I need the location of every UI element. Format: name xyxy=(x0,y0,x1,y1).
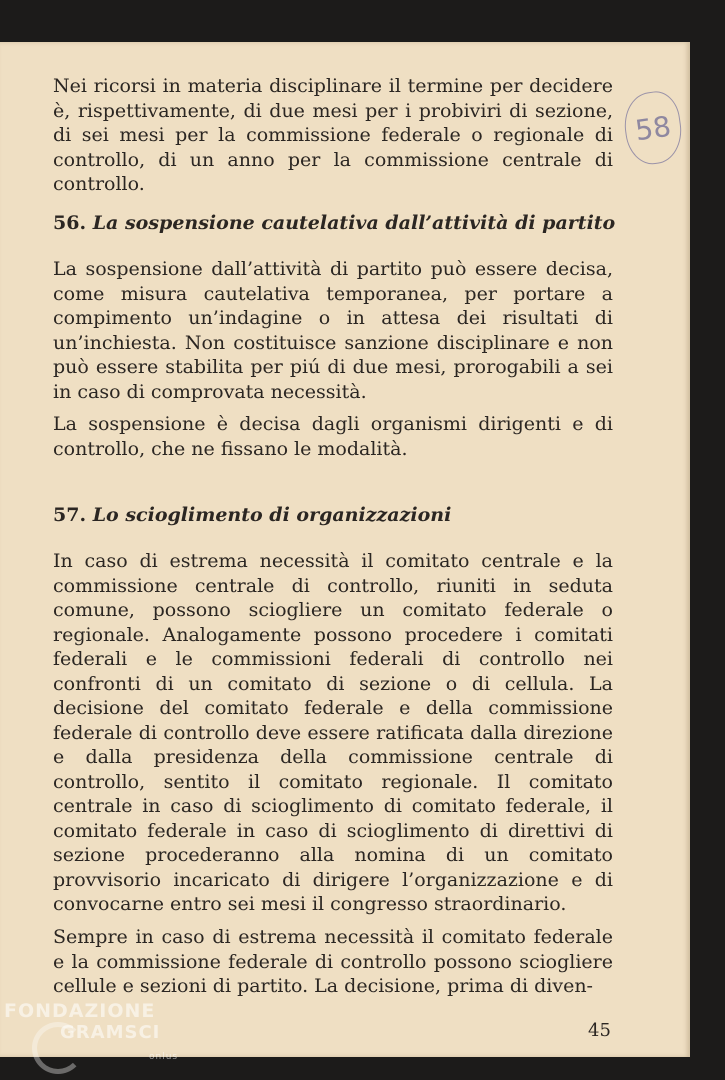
section-57-title: Lo scioglimento di organizzazioni xyxy=(92,504,452,526)
section-57-heading xyxy=(53,504,451,526)
watermark-line-1: FONDAZIONE xyxy=(4,1000,156,1022)
intro-paragraph: Nei ricorsi in materia disciplinare il termine per decidere è, rispettivamente, di due mesi per i probiviri di sezione, di sei mesi per la commissione federale o regionale di controllo, di un anno per la commissione centrale di controllo. xyxy=(53,75,613,195)
section-56-paragraph-2: La sospensione è decisa dagli organismi dirigenti e di controllo, che ne fissano le modalità. xyxy=(53,413,613,460)
section-56-number: 56. xyxy=(53,212,87,234)
fondazione-gramsci-watermark xyxy=(4,1000,179,1062)
section-56-heading xyxy=(53,212,615,234)
page-number: 45 xyxy=(588,1020,611,1041)
book-page xyxy=(0,42,690,1057)
annotation-text: 58 xyxy=(633,109,673,147)
handwritten-page-annotation xyxy=(620,88,685,167)
section-57-paragraph-2: Sempre in caso di estrema necessità il comitato federale e la commissione federale di controllo possono sciogliere cellule e sezioni di partito. La decisione, prima di diven- xyxy=(53,926,613,997)
section-57-paragraph-1: In caso di estrema necessità il comitato centrale e la commissione centrale di controllo, riuniti in seduta comune, possono sciogliere un comitato federale o regionale. Analogamente possono procedere i comitati federali e le commissioni federali di controllo nei confronti di un comitato di sezione o di cellula. La decisione del comitato federale e della commissione federale di controllo deve essere ratificata dalla direzione e dalla presidenza della commissione centrale di controllo, sentito il comitato regionale. Il comitato centrale in caso di scioglimento di comitato federale, il comitato federale in caso di scioglimento di direttivi di sezione procederanno alla nomina di un comitato provvisorio incaricato di dirigere l’organizzazione e di convocarne entro sei mesi il congresso straordinario. xyxy=(53,550,613,915)
section-57-number: 57. xyxy=(53,504,87,526)
section-56-title: La sospensione cautelativa dall’attività di partito xyxy=(92,212,616,234)
watermark-line-3: onlus xyxy=(149,1052,179,1062)
section-56-paragraph-1: La sospensione dall’attività di partito può essere decisa, come misura cautelativa temporanea, per portare a compimento un’indagine o in attesa dei risultati di un’inchiesta. Non costituisce sanzione disciplinare e non può essere stabilita per piú di due mesi, prorogabili a sei in caso di comprovata necessità. xyxy=(53,258,613,403)
watermark-line-2: GRAMSCI xyxy=(60,1022,161,1043)
